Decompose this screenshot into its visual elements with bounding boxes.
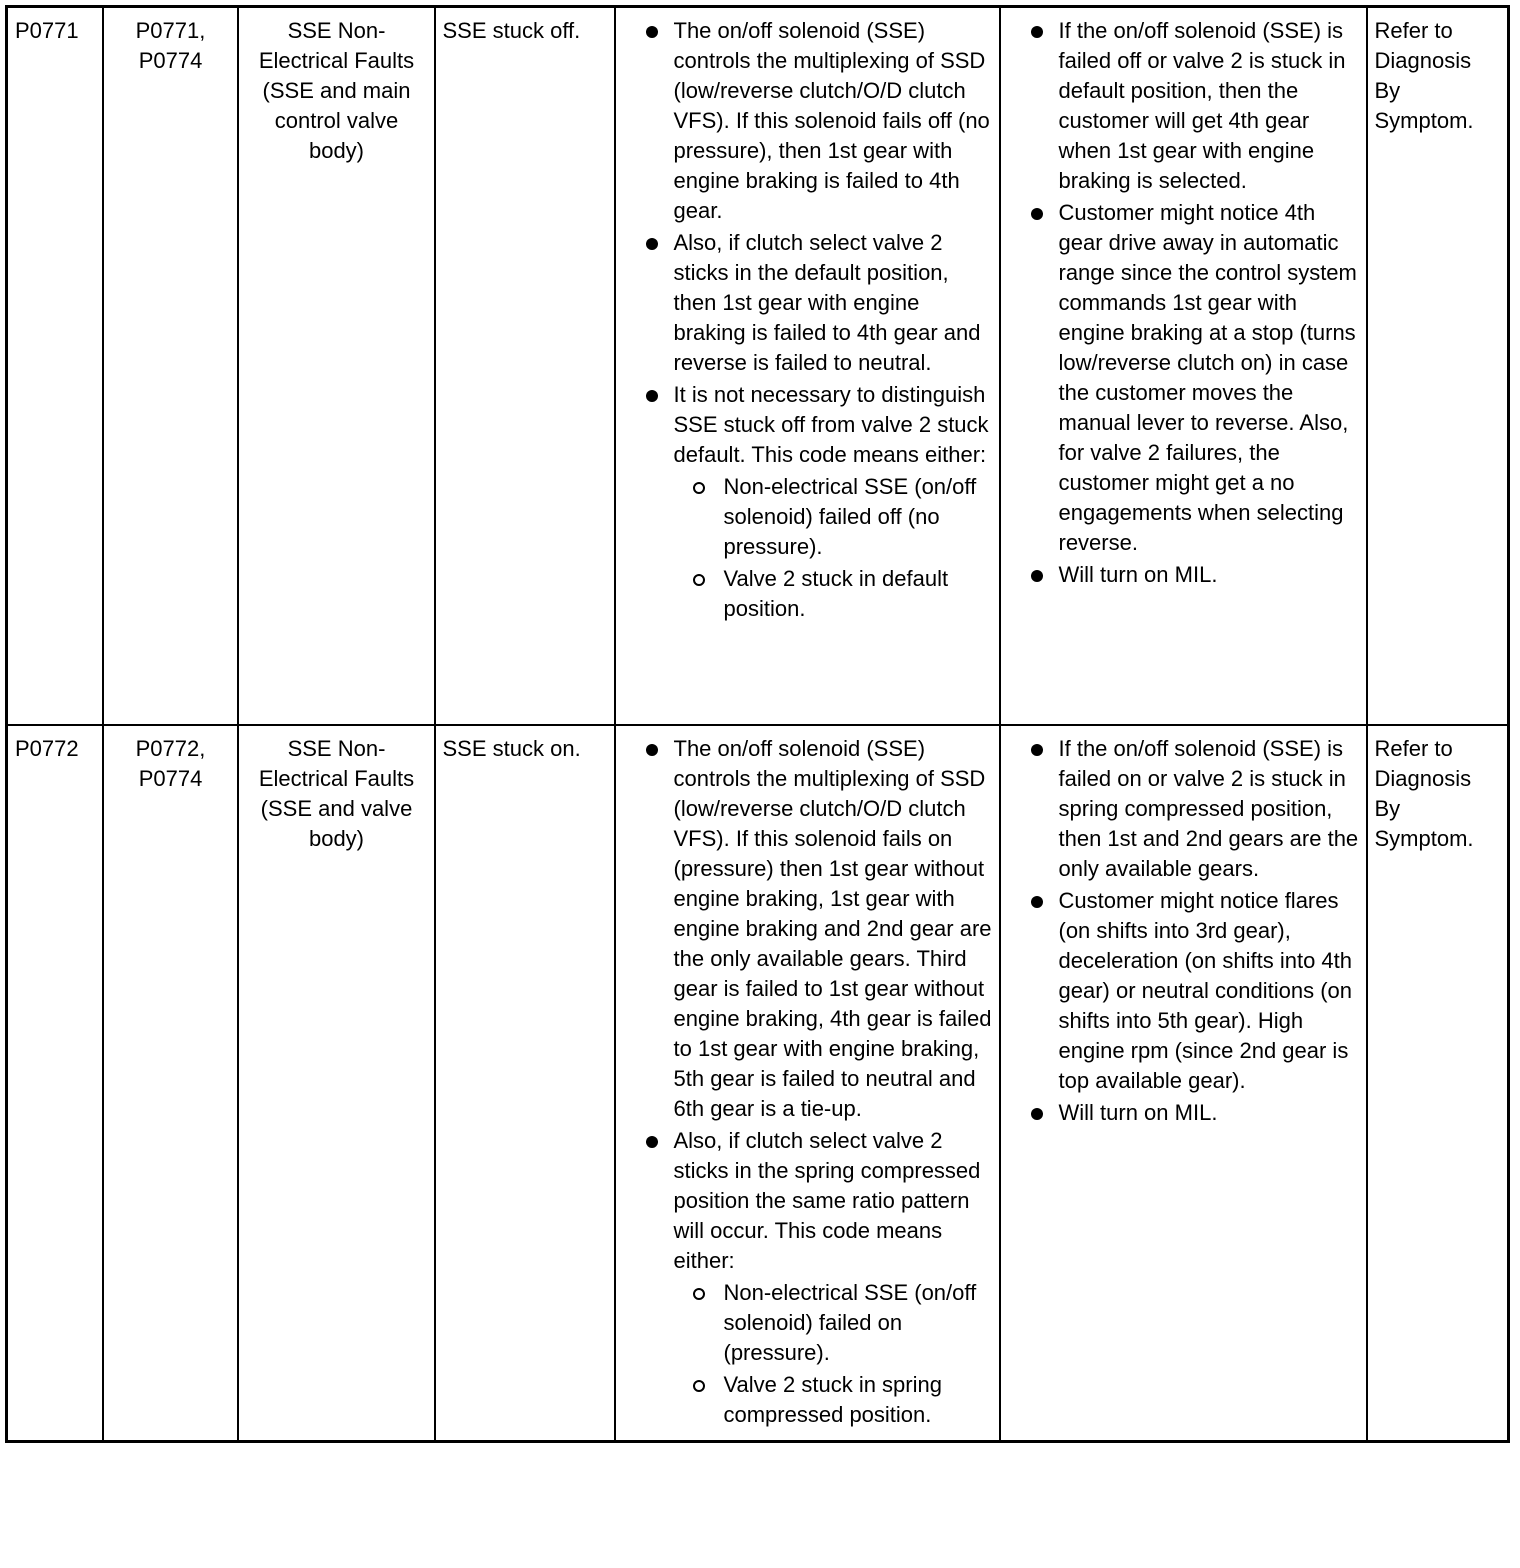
list-item: Customer might notice 4th gear drive away in automatic range since the control system commands 1st gear with engine braking at a stop (turns low/reverse clutch on) in case the customer moves the manual lever to reverse. Also, for valve 2 failures, the customer might get a no engagements when selecting reverse. bbox=[1008, 198, 1360, 558]
explanation-list bbox=[623, 16, 993, 624]
list-item: If the on/off solenoid (SSE) is failed off or valve 2 is stuck in default position, then the customer will get 4th gear when 1st gear with engine braking is selected. bbox=[1008, 16, 1360, 196]
list-item-text: It is not necessary to distinguish SSE stuck off from valve 2 stuck default. This code means either: bbox=[673, 382, 989, 467]
sub-list-item: Non-electrical SSE (on/off solenoid) failed on (pressure). bbox=[674, 1278, 993, 1368]
list-item: If the on/off solenoid (SSE) is failed on or valve 2 is stuck in spring compressed position, then 1st and 2nd gears are the only available gears. bbox=[1008, 734, 1360, 884]
explanation-list bbox=[623, 734, 993, 1430]
table-row bbox=[7, 7, 1509, 726]
symptoms-list bbox=[1008, 734, 1360, 1128]
sub-list bbox=[674, 1278, 993, 1430]
condition-cell: SSE stuck on. bbox=[435, 725, 615, 1442]
list-item: Also, if clutch select valve 2 sticks in the default position, then 1st gear with engine braking is failed to 4th gear and reverse is failed to neutral. bbox=[623, 228, 993, 378]
list-item: Will turn on MIL. bbox=[1008, 560, 1360, 590]
table-row bbox=[7, 725, 1509, 1442]
sub-list-item: Non-electrical SSE (on/off solenoid) failed off (no pressure). bbox=[674, 472, 993, 562]
action-cell: Refer to Diagnosis By Symptom. bbox=[1367, 7, 1509, 726]
related-dtcs-cell: P0771, P0774 bbox=[103, 7, 238, 726]
symptoms-cell bbox=[1000, 725, 1367, 1442]
symptoms-cell bbox=[1000, 7, 1367, 726]
list-item-text: Also, if clutch select valve 2 sticks in the spring compressed position the same ratio pattern will occur. This code means either: bbox=[673, 1128, 981, 1273]
symptoms-list bbox=[1008, 16, 1360, 590]
list-item bbox=[623, 380, 993, 624]
action-cell: Refer to Diagnosis By Symptom. bbox=[1367, 725, 1509, 1442]
description-cell: SSE Non-Electrical Faults (SSE and valve body) bbox=[238, 725, 435, 1442]
related-dtcs-cell: P0772, P0774 bbox=[103, 725, 238, 1442]
dtc-table bbox=[5, 5, 1510, 1443]
sub-list bbox=[674, 472, 993, 624]
document-page bbox=[5, 5, 1507, 1443]
condition-cell: SSE stuck off. bbox=[435, 7, 615, 726]
list-item: The on/off solenoid (SSE) controls the multiplexing of SSD (low/reverse clutch/O/D clutch VFS). If this solenoid fails on (pressure) then 1st gear without engine braking, 1st gear with engine braking and 2nd gear are the only available gears. Third gear is failed to 1st gear without engine braking, 4th gear is failed to 1st gear with engine braking, 5th gear is failed to neutral and 6th gear is a tie-up. bbox=[623, 734, 993, 1124]
list-item: The on/off solenoid (SSE) controls the multiplexing of SSD (low/reverse clutch/O/D clutch VFS). If this solenoid fails off (no pressure), then 1st gear with engine braking is failed to 4th gear. bbox=[623, 16, 993, 226]
list-item: Customer might notice flares (on shifts into 3rd gear), deceleration (on shifts into 4th gear) or neutral conditions (on shifts into 5th gear). High engine rpm (since 2nd gear is top available gear). bbox=[1008, 886, 1360, 1096]
list-item bbox=[623, 1126, 993, 1430]
dtc-cell: P0771 bbox=[7, 7, 103, 726]
explanation-cell bbox=[615, 7, 1000, 726]
description-cell: SSE Non-Electrical Faults (SSE and main control valve body) bbox=[238, 7, 435, 726]
explanation-cell bbox=[615, 725, 1000, 1442]
dtc-cell: P0772 bbox=[7, 725, 103, 1442]
sub-list-item: Valve 2 stuck in spring compressed position. bbox=[674, 1370, 993, 1430]
sub-list-item: Valve 2 stuck in default position. bbox=[674, 564, 993, 624]
list-item: Will turn on MIL. bbox=[1008, 1098, 1360, 1128]
